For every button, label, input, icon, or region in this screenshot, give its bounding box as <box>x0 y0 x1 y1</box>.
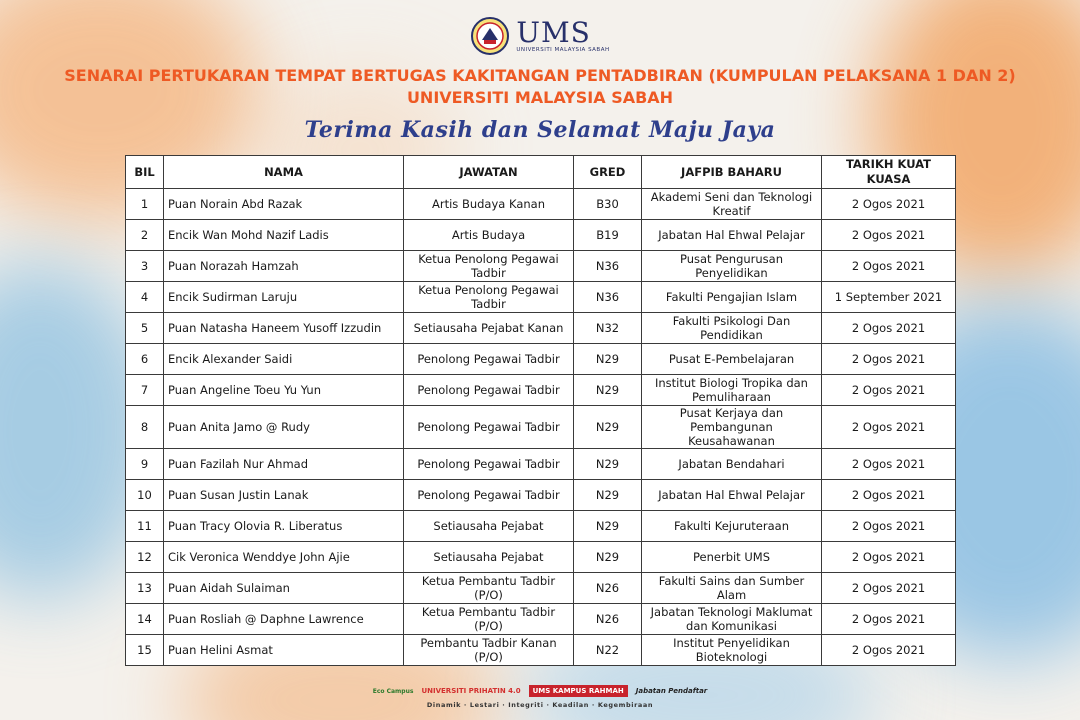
cell-nama: Puan Anita Jamo @ Rudy <box>164 406 404 449</box>
cell-jawatan: Ketua Penolong Pegawai Tadbir <box>404 251 574 282</box>
cell-jafpib: Institut Biologi Tropika dan Pemuliharaan <box>642 375 822 406</box>
cell-gred: B19 <box>574 220 642 251</box>
cell-bil: 10 <box>126 480 164 511</box>
prihatin-logo: UNIVERSITI PRIHATIN 4.0 <box>421 687 521 695</box>
cell-jawatan: Ketua Pembantu Tadbir (P/O) <box>404 604 574 635</box>
cell-jafpib: Fakulti Psikologi Dan Pendidikan <box>642 313 822 344</box>
cell-bil: 6 <box>126 344 164 375</box>
script-greeting: Terima Kasih dan Selamat Maju Jaya <box>304 117 776 143</box>
cell-gred: N29 <box>574 511 642 542</box>
logo-subtitle: UNIVERSITI MALAYSIA SABAH <box>516 47 610 53</box>
table-row <box>126 542 956 573</box>
cell-nama: Puan Norazah Hamzah <box>164 251 404 282</box>
cell-gred: N22 <box>574 635 642 666</box>
cell-tarikh: 2 Ogos 2021 <box>822 573 956 604</box>
cell-nama: Puan Aidah Sulaiman <box>164 573 404 604</box>
cell-tarikh: 2 Ogos 2021 <box>822 406 956 449</box>
jabatan-pendaftar-logo: Jabatan Pendaftar <box>635 687 708 695</box>
table-row <box>126 449 956 480</box>
footer-logos <box>0 683 1080 699</box>
cell-nama: Puan Helini Asmat <box>164 635 404 666</box>
cell-gred: B30 <box>574 189 642 220</box>
cell-jawatan: Penolong Pegawai Tadbir <box>404 344 574 375</box>
page-title: SENARAI PERTUKARAN TEMPAT BERTUGAS KAKITANGAN PENTADBIRAN (KUMPULAN PELAKSANA 1 DAN 2) <box>64 66 1016 85</box>
cell-gred: N29 <box>574 406 642 449</box>
cell-nama: Puan Fazilah Nur Ahmad <box>164 449 404 480</box>
cell-bil: 2 <box>126 220 164 251</box>
cell-tarikh: 2 Ogos 2021 <box>822 635 956 666</box>
eco-campus-logo: Eco Campus <box>372 687 414 695</box>
table-row <box>126 635 956 666</box>
cell-bil: 4 <box>126 282 164 313</box>
table-row <box>126 573 956 604</box>
cell-jafpib: Pusat E-Pembelajaran <box>642 344 822 375</box>
table-row <box>126 511 956 542</box>
cell-nama: Encik Alexander Saidi <box>164 344 404 375</box>
transfer-table <box>125 155 956 666</box>
table-row <box>126 604 956 635</box>
cell-gred: N36 <box>574 251 642 282</box>
cell-jawatan: Ketua Penolong Pegawai Tadbir <box>404 282 574 313</box>
cell-nama: Puan Angeline Toeu Yu Yun <box>164 375 404 406</box>
kampus-rahmah-logo: UMS KAMPUS RAHMAH <box>529 685 628 697</box>
header-tarikh: TARIKH KUAT KUASA <box>822 156 956 189</box>
cell-tarikh: 2 Ogos 2021 <box>822 542 956 573</box>
cell-jafpib: Institut Penyelidikan Bioteknologi <box>642 635 822 666</box>
cell-gred: N29 <box>574 480 642 511</box>
footer-tagline: Dinamik · Lestari · Integriti · Keadilan · Kegembiraan <box>426 701 654 709</box>
cell-tarikh: 2 Ogos 2021 <box>822 511 956 542</box>
cell-jafpib: Akademi Seni dan Teknologi Kreatif <box>642 189 822 220</box>
cell-bil: 14 <box>126 604 164 635</box>
table-row <box>126 375 956 406</box>
cell-nama: Puan Susan Justin Lanak <box>164 480 404 511</box>
cell-gred: N29 <box>574 344 642 375</box>
header-jafpib: JAFPIB BAHARU <box>642 156 822 189</box>
cell-jawatan: Pembantu Tadbir Kanan (P/O) <box>404 635 574 666</box>
header-gred: GRED <box>574 156 642 189</box>
cell-tarikh: 2 Ogos 2021 <box>822 604 956 635</box>
header-bil: BIL <box>126 156 164 189</box>
cell-jafpib: Jabatan Teknologi Maklumat dan Komunikasi <box>642 604 822 635</box>
cell-jafpib: Jabatan Hal Ehwal Pelajar <box>642 480 822 511</box>
cell-tarikh: 2 Ogos 2021 <box>822 313 956 344</box>
cell-tarikh: 2 Ogos 2021 <box>822 251 956 282</box>
cell-gred: N29 <box>574 375 642 406</box>
cell-nama: Encik Wan Mohd Nazif Ladis <box>164 220 404 251</box>
cell-jawatan: Penolong Pegawai Tadbir <box>404 406 574 449</box>
cell-nama: Cik Veronica Wenddye John Ajie <box>164 542 404 573</box>
cell-gred: N29 <box>574 449 642 480</box>
cell-jawatan: Setiausaha Pejabat Kanan <box>404 313 574 344</box>
cell-gred: N36 <box>574 282 642 313</box>
header-jawatan: JAWATAN <box>404 156 574 189</box>
cell-tarikh: 2 Ogos 2021 <box>822 375 956 406</box>
cell-bil: 1 <box>126 189 164 220</box>
cell-tarikh: 2 Ogos 2021 <box>822 480 956 511</box>
cell-gred: N29 <box>574 542 642 573</box>
cell-bil: 15 <box>126 635 164 666</box>
cell-jafpib: Fakulti Sains dan Sumber Alam <box>642 573 822 604</box>
ums-logo <box>0 14 1080 58</box>
cell-nama: Encik Sudirman Laruju <box>164 282 404 313</box>
table-row <box>126 344 956 375</box>
cell-jawatan: Setiausaha Pejabat <box>404 542 574 573</box>
cell-tarikh: 1 September 2021 <box>822 282 956 313</box>
cell-tarikh: 2 Ogos 2021 <box>822 220 956 251</box>
cell-bil: 13 <box>126 573 164 604</box>
cell-nama: Puan Rosliah @ Daphne Lawrence <box>164 604 404 635</box>
table-row <box>126 282 956 313</box>
cell-jafpib: Penerbit UMS <box>642 542 822 573</box>
table-row <box>126 189 956 220</box>
cell-jawatan: Setiausaha Pejabat <box>404 511 574 542</box>
table-header-row <box>126 156 956 189</box>
cell-jawatan: Penolong Pegawai Tadbir <box>404 480 574 511</box>
cell-nama: Puan Norain Abd Razak <box>164 189 404 220</box>
cell-bil: 9 <box>126 449 164 480</box>
cell-jawatan: Artis Budaya Kanan <box>404 189 574 220</box>
header-nama: NAMA <box>164 156 404 189</box>
cell-jawatan: Ketua Pembantu Tadbir (P/O) <box>404 573 574 604</box>
cell-jawatan: Penolong Pegawai Tadbir <box>404 375 574 406</box>
cell-tarikh: 2 Ogos 2021 <box>822 344 956 375</box>
cell-jafpib: Fakulti Kejuruteraan <box>642 511 822 542</box>
cell-jawatan: Artis Budaya <box>404 220 574 251</box>
cell-bil: 3 <box>126 251 164 282</box>
cell-jafpib: Fakulti Pengajian Islam <box>642 282 822 313</box>
page-subtitle: UNIVERSITI MALAYSIA SABAH <box>406 88 674 107</box>
cell-bil: 7 <box>126 375 164 406</box>
cell-gred: N26 <box>574 573 642 604</box>
cell-jafpib: Jabatan Bendahari <box>642 449 822 480</box>
cell-jafpib: Jabatan Hal Ehwal Pelajar <box>642 220 822 251</box>
cell-bil: 11 <box>126 511 164 542</box>
table-row <box>126 220 956 251</box>
cell-jafpib: Pusat Kerjaya dan Pembangunan Keusahawanan <box>642 406 822 449</box>
cell-tarikh: 2 Ogos 2021 <box>822 449 956 480</box>
cell-bil: 12 <box>126 542 164 573</box>
cell-bil: 8 <box>126 406 164 449</box>
cell-jafpib: Pusat Pengurusan Penyelidikan <box>642 251 822 282</box>
table-row <box>126 406 956 449</box>
cell-nama: Puan Natasha Haneem Yusoff Izzudin <box>164 313 404 344</box>
cell-bil: 5 <box>126 313 164 344</box>
crest-icon <box>470 16 510 56</box>
cell-gred: N32 <box>574 313 642 344</box>
table-row <box>126 251 956 282</box>
cell-gred: N26 <box>574 604 642 635</box>
cell-tarikh: 2 Ogos 2021 <box>822 189 956 220</box>
cell-jawatan: Penolong Pegawai Tadbir <box>404 449 574 480</box>
table-row <box>126 480 956 511</box>
cell-nama: Puan Tracy Olovia R. Liberatus <box>164 511 404 542</box>
logo-abbr: UMS <box>516 16 591 49</box>
table-row <box>126 313 956 344</box>
